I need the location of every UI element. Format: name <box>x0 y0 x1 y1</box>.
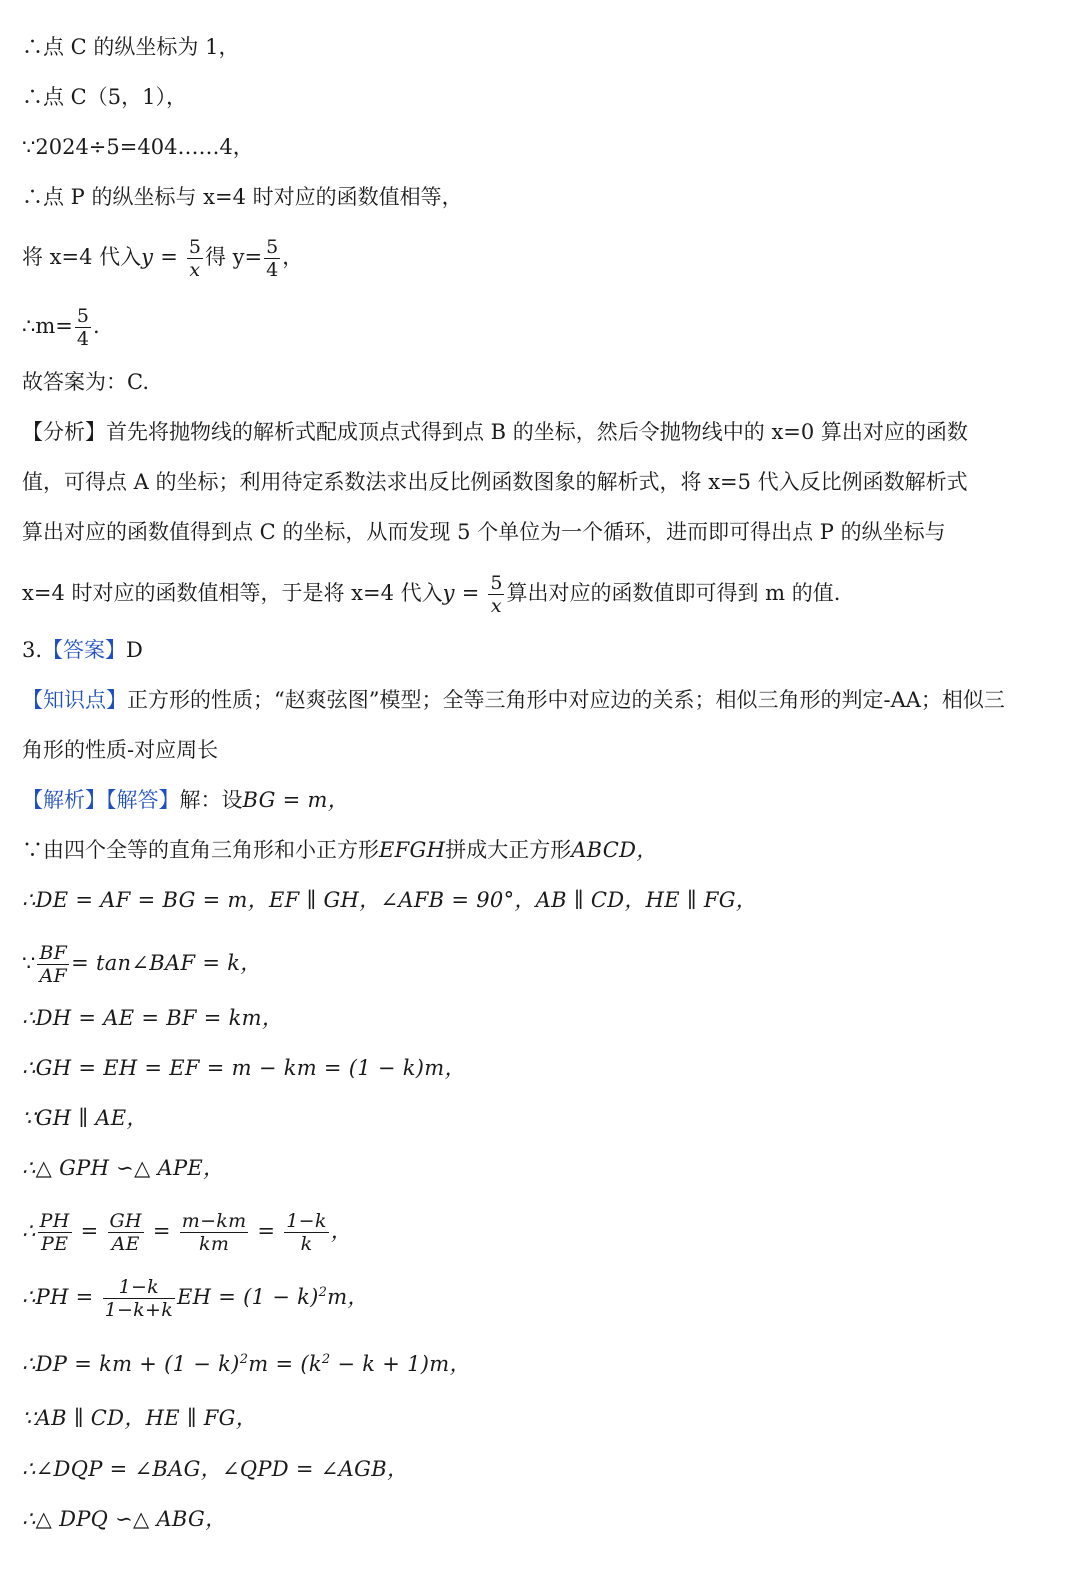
math-expr: EFGH <box>379 838 446 862</box>
solution-tag: 【解答】 <box>106 788 180 812</box>
text: ∴DP = km + (1 − k) <box>22 1352 240 1376</box>
fraction <box>75 305 91 350</box>
analysis-text: 首先将抛物线的解析式配成顶点式得到点 B 的坐标，然后令抛物线中的 x=0 算出对应的函数 <box>106 420 968 444</box>
fraction <box>103 1276 175 1321</box>
knowledge-tag: 【知识点】 <box>22 688 127 712</box>
solution-line-6: ∴GH = EH = EF = m − km = (1 − k)m， <box>22 1056 466 1080</box>
numerator: m−km <box>181 1210 247 1232</box>
denominator: 4 <box>76 328 89 350</box>
equals: = <box>80 1219 99 1243</box>
text: ， <box>282 245 304 269</box>
line-substitute <box>22 236 303 281</box>
text: ∴PH = <box>22 1285 94 1309</box>
math-expr: ABCD， <box>571 838 658 862</box>
fraction <box>108 1210 144 1255</box>
solution-line-13: ∴∠DQP = ∠BAG，∠QPD = ∠AGB， <box>22 1457 409 1481</box>
denominator: x <box>189 259 201 281</box>
analysis-tag: 【解析】 <box>22 788 106 812</box>
fraction <box>37 942 69 987</box>
equals: = <box>257 1219 276 1243</box>
question-3-answer <box>22 636 143 664</box>
line-c-ordinate: ∴点 C 的纵坐标为 1， <box>22 35 240 59</box>
math-expr: BG = m， <box>242 788 350 812</box>
line-division: ∵2024÷5=404……4， <box>22 135 254 159</box>
answer-value: D <box>126 638 143 662</box>
solution-line-3: ∴DE = AF = BG = m，EF ∥ GH，∠AFB = 90°，AB ∥ CD，HE ∥ FG， <box>22 888 758 912</box>
text: 解：设 <box>179 788 243 812</box>
fraction <box>180 1210 249 1255</box>
solution-line-2 <box>22 836 658 864</box>
analysis-tag: 【分析】 <box>22 420 106 444</box>
fraction <box>38 1210 72 1255</box>
fraction <box>187 236 203 281</box>
text: 算出对应的函数值即可得到 m 的值. <box>506 581 841 605</box>
text: 得 y= <box>204 245 263 269</box>
analysis-line-1 <box>22 418 1058 446</box>
denominator: AF <box>39 965 67 987</box>
exponent: 2 <box>239 1352 249 1367</box>
fraction <box>284 1210 328 1255</box>
solution-line-11 <box>22 1346 471 1378</box>
denominator: km <box>199 1233 230 1255</box>
solution-line-9 <box>22 1210 352 1255</box>
line-m-value <box>22 305 100 350</box>
math-expr: = tan∠BAF = k， <box>71 951 262 975</box>
solution-line-10 <box>22 1276 369 1321</box>
text: EH = (1 − k) <box>177 1285 319 1309</box>
fraction <box>264 236 280 281</box>
question-number: 3. <box>22 638 43 662</box>
analysis-line-4 <box>22 572 1058 617</box>
knowledge-points-cont: 角形的性质-对应周长 <box>22 738 219 762</box>
text: ∴m= <box>22 314 73 338</box>
solution-line-5: ∴DH = AE = BF = km， <box>22 1006 284 1030</box>
denominator: x <box>490 595 502 617</box>
solution-line-8: ∴△ GPH ∽△ APE， <box>22 1156 225 1180</box>
numerator: 1−k <box>103 1276 175 1299</box>
denominator: 4 <box>266 259 279 281</box>
numerator: BF <box>39 942 68 964</box>
exponent: 2 <box>318 1285 328 1300</box>
solution-start <box>22 786 349 814</box>
line-answer: 故答案为：C. <box>22 370 149 394</box>
answer-tag: 【答案】 <box>42 638 127 662</box>
text: ∵ <box>22 951 36 975</box>
text: m， <box>327 1285 369 1309</box>
math-expr: y = <box>141 245 179 269</box>
analysis-line-2: 值，可得点 A 的坐标；利用待定系数法求出反比例函数图象的解析式，将 x=5 代入反比例函数解析式 <box>22 470 968 494</box>
exponent: 2 <box>321 1352 331 1367</box>
text: 将 x=4 代入 <box>22 245 142 269</box>
text: . <box>92 314 100 338</box>
line-point-c: ∴点 C（5，1）， <box>22 85 187 109</box>
numerator: 5 <box>76 305 89 327</box>
text: x=4 时对应的函数值相等，于是将 x=4 代入 <box>22 581 443 605</box>
text: ， <box>330 1219 353 1243</box>
knowledge-points <box>22 686 1005 714</box>
denominator: AE <box>111 1233 140 1255</box>
denominator: k <box>300 1233 313 1255</box>
math-expr: y = <box>442 581 480 605</box>
numerator: 5 <box>266 236 279 258</box>
knowledge-text: 正方形的性质；“赵爽弦图”模型；全等三角形中对应边的关系；相似三角形的判定-AA；相似三 <box>127 688 1005 712</box>
text: m = (k <box>248 1352 322 1376</box>
denominator: 1−k+k <box>104 1299 174 1321</box>
solution-line-4 <box>22 942 262 987</box>
numerator: 5 <box>188 236 201 258</box>
solution-line-7: ∵GH ∥ AE， <box>22 1106 148 1130</box>
fraction <box>488 572 504 617</box>
text: ∴ <box>22 1219 36 1243</box>
equals: = <box>152 1219 171 1243</box>
numerator: 5 <box>490 572 503 594</box>
denominator: PE <box>41 1233 69 1255</box>
text: − k + 1)m， <box>330 1352 471 1376</box>
solution-line-12: ∵AB ∥ CD，HE ∥ FG， <box>22 1406 258 1430</box>
text: ∵由四个全等的直角三角形和小正方形 <box>22 838 379 862</box>
numerator: PH <box>39 1210 70 1232</box>
text: 拼成大正方形 <box>445 838 572 862</box>
analysis-line-3: 算出对应的函数值得到点 C 的坐标，从而发现 5 个单位为一个循环，进而即可得出点 P 的纵坐标与 <box>22 520 946 544</box>
solution-line-14: ∴△ DPQ ∽△ ABG， <box>22 1507 227 1531</box>
numerator: GH <box>109 1210 142 1232</box>
numerator: 1−k <box>286 1210 327 1232</box>
line-p-ordinate: ∴点 P 的纵坐标与 x=4 时对应的函数值相等， <box>22 185 463 209</box>
